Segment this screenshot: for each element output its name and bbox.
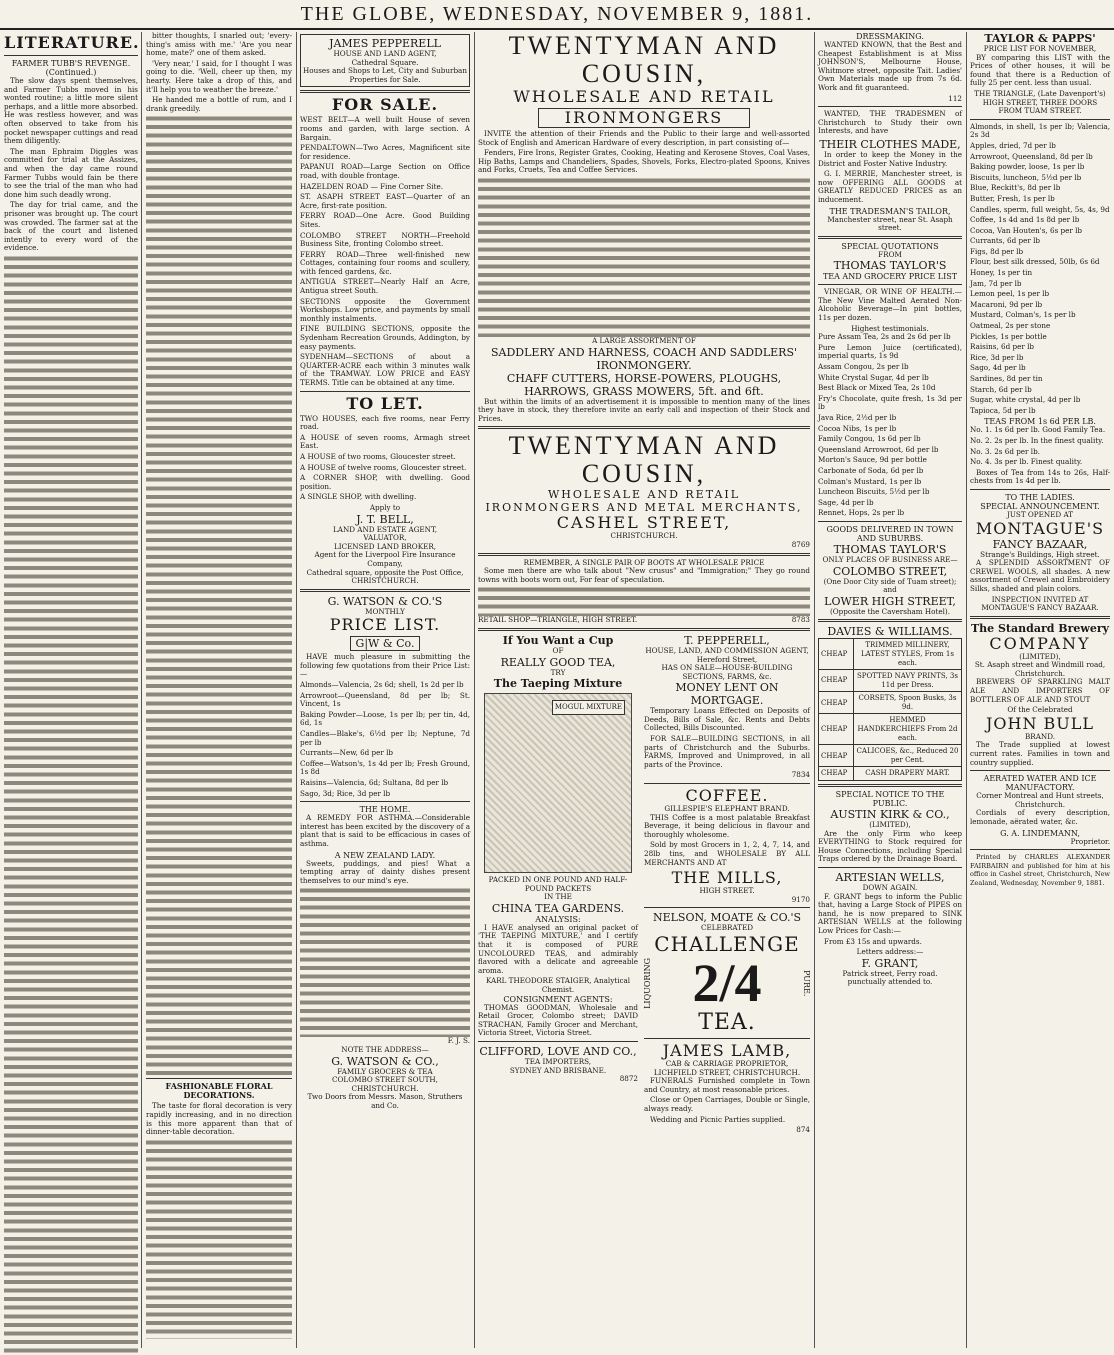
taylor-name: THOMAS TAYLOR'S [833, 259, 947, 273]
column-notices [818, 32, 962, 1348]
celebrated: CELEBRATED [700, 923, 754, 933]
floral-paragraph: The taste for floral decoration is very rapidly increasing, and in no direction is this more apparent than that of dinner-table decoration. [146, 1101, 292, 1137]
story-paragraph: The slow days spent themselves, and Farmer Tubbs moved in his wonted routine; a little more silent perhaps, and a little more absorbed. He was restless however, and was often observed to take from his pocket newspaper cuttings and read them diligently. [4, 76, 138, 146]
pepperell2-line: HOUSE, LAND, AND COMMISSION AGENT, [645, 645, 809, 655]
special-announcement: SPECIAL ANNOUNCEMENT. [980, 501, 1100, 511]
taylor2-name: THOMAS TAYLOR'S [833, 542, 947, 556]
story-paragraph: 'Very near,' I said, for I thought I was going to die. 'Well, cheer up then, my hearty. Here take a drop of this, and it'll help you to weather the breeze.' [146, 58, 292, 94]
davies-heading: DAVIES & WILLIAMS. [827, 625, 953, 639]
triangle-line: THE TRIANGLE, (Late Davenport's) [974, 88, 1106, 98]
bell-line: Cathedral square, opposite the Post Office, CHRISTCHURCH. [306, 567, 464, 586]
coffee-sold: Sold by most Grocers in 1, 2, 4, 7, 14, and 28lb tins, and WHOLESALE BY ALL MERCHANTS AND AT [644, 840, 810, 867]
watson-price-item: Currants—New, 6d per lb [300, 748, 394, 758]
taylor-price-items [818, 333, 962, 518]
twentyman-intro: INVITE the attention of their Friends and the Public to their large and well-assorted Stock of English and American Hardware of every description, in part consisting of— [478, 129, 810, 147]
watson-price-item: Baking Powder—Loose, 1s per lb; per tin, 4d, 6d, 1s [300, 709, 470, 728]
grant-text: F. GRANT begs to inform the Public that, having a Large Stock of PIPES on hand, he is now prepared to SINK ARTESIAN WELLS at the following Low Prices for Cash:— [818, 891, 962, 935]
taylor-papps-tea-item: No. 1. 1s 6d per lb. Good Family Tea. [970, 425, 1106, 435]
column-rule [966, 32, 967, 1348]
colombo-street: COLOMBO STREET, [832, 564, 948, 578]
masthead: THE GLOBE, WEDNESDAY, NOVEMBER 9, 1881. [0, 0, 1114, 30]
sale-item: ST. ASAPH STREET EAST—Quarter of an Acre, first-rate position. [300, 192, 470, 210]
taylor-papps-price-item: Starch, 6d per lb [970, 384, 1032, 394]
floral-heading: FASHIONABLE FLORAL DECORATIONS. [165, 1081, 273, 1101]
taylor-papps-price-item: Biscuits, luncheon, 5½d per lb [970, 172, 1082, 182]
let-item: TWO HOUSES, each five rooms, near Ferry road. [300, 413, 470, 432]
watson-address-line: FAMILY GROCERS & TEA [337, 1066, 433, 1076]
lower-ad-columns [478, 634, 810, 1135]
montague-address: Strange's Buildings, High street. [980, 549, 1100, 559]
for-sale-list [300, 116, 470, 387]
analysis-text: I HAVE analysed an original packet of 'THE TAEPING MIXTURE,' and I certify that it is composed of PURE UNCOLOURED TEAS, and admirably flavored with a delicate and agreeable aroma. [478, 922, 638, 975]
twentyman-ironmongers: IRONMONGERS [538, 108, 750, 128]
pure-label: PURE. [801, 969, 811, 997]
tea-grocery-list: TEA AND GROCERY PRICE LIST [822, 272, 958, 282]
grant-prices: From £3 15s and upwards. [824, 936, 922, 946]
pudding-body-filler [300, 887, 470, 1037]
story-body-filler [146, 115, 292, 1075]
sale-item: SYDENHAM—SECTIONS of about a QUARTER-ACRE each within 3 minutes walk of the TRAMWAY. LOW PRICE and EASY TERMS. Title can be obtained at any time. [300, 352, 470, 387]
consignees-list: THOMAS GOODMAN, Wholesale and Retail Grocer, Colombo street; DAVID STRACHAN, Family Grocer and Merchant, Victoria Street, Victoria Street. [478, 1002, 638, 1038]
from-label: FROM [878, 249, 902, 259]
taylor-papps-price-item: Cocoa, Van Houten's, 6s per lb [970, 225, 1083, 235]
taylor-papps-price-item: Sardines, 8d per tin [970, 374, 1043, 383]
cup-really: REALLY GOOD TEA, [500, 655, 616, 669]
story-paragraph: The day for trial came, and the prisoner was brought up. The court was crowded. The farmer sat at the back of the court and listened intently to every word of the evidence. [4, 200, 138, 253]
for-sale-heading: FOR SALE. [331, 95, 439, 115]
bell-line: LAND AND ESTATE AGENT, [332, 524, 437, 534]
cheap-label: CHEAP [819, 745, 854, 767]
pepperell-ad [300, 34, 470, 87]
watson-price-item: Sago, 3d; Rice, 3d per lb [300, 788, 391, 798]
taylor-price-item: Best Black or Mixed Tea, 2s 10d [818, 383, 936, 393]
taylor-price-item: Pure Assam Tea, 2s and 2s 6d per lb [818, 332, 951, 342]
only-places: ONLY PLACES OF BUSINESS ARE— [822, 554, 958, 564]
taylor-papps-price-item: Figs, 8d per lb [970, 246, 1024, 256]
high-street-line: HIGH STREET, THREE DOORS FROM TUAM STREET. [982, 97, 1098, 116]
nelson-heading: NELSON, MOATE & CO.'S [652, 911, 802, 925]
analyst-sign: KARL THEODORE STAIGER, Analytical Chemist. [485, 976, 631, 995]
taylor-price-item: Morton's Sauce, 9d per bottle [818, 455, 927, 465]
sale-item: SECTIONS opposite the Government Workshops. Low price, and payments by small monthly instalments. [300, 296, 470, 323]
cheap-row [819, 767, 962, 781]
cheap-label: CHEAP [819, 714, 854, 745]
brand-label: BRAND. [1025, 731, 1055, 741]
wedding: Wedding and Picnic Parties supplied. [650, 1114, 786, 1124]
cup-of: OF [552, 645, 564, 655]
taylor-papps-price-item: Honey, 1s per tin [970, 268, 1033, 278]
watson-address-line: COLOMBO STREET SOUTH, CHRISTCHURCH. [332, 1075, 438, 1093]
twentyman2-iron: IRONMONGERS AND METAL MERCHANTS, [485, 501, 803, 515]
taylor-papps-teas [970, 426, 1110, 466]
taylor-papps-price-item: Apples, dried, 7d per lb [970, 140, 1056, 150]
money-lent: MONEY LENT ON MORTGAGE. [675, 681, 779, 708]
just-opened: JUST OPENED AT [1006, 509, 1074, 519]
lamb-name: JAMES LAMB, [662, 1040, 792, 1060]
twentyman-sub: WHOLESALE AND RETAIL [513, 87, 775, 106]
watson-price-item: Raisins—Valencia, 6d; Sultana, 8d per lb [300, 778, 449, 787]
taylor-price-item: White Crystal Sugar, 4d per lb [818, 372, 929, 382]
down-again: DOWN AGAIN. [862, 883, 918, 892]
taylor-papps-intro: BY comparing this LIST with the Prices of other houses, it will be found that there is a Reduction of fully 25 per cent. less than usual. [970, 52, 1110, 88]
the-mills: THE MILLS, [671, 868, 783, 888]
clifford-name: CLIFFORD, LOVE AND CO., [479, 1045, 637, 1058]
pepperell-line: Houses and Shops to Let, City and Suburban Properties for Sale. [303, 66, 467, 84]
taylor-papps-price-item: Baking powder, loose, 1s per lb [970, 162, 1085, 172]
home-heading: THE HOME. [359, 805, 411, 815]
cheap-row [819, 639, 962, 670]
cheap-label: CHEAP [819, 767, 854, 781]
watson-price-list: PRICE LIST. [329, 615, 441, 635]
austin-name: AUSTIN KIRK & CO., [830, 808, 950, 822]
teas-heading: TEAS FROM 1s 6d PER LB. [984, 417, 1096, 427]
cheap-row [819, 745, 962, 767]
twentyman-list-filler [478, 177, 810, 337]
sale-item: PAPANUI ROAD—Large Section on Office road, with double frontage. [300, 162, 470, 180]
tea-price: 2/4 [692, 952, 762, 1013]
wanted-dressmaking: WANTED KNOWN, that the Best and Cheapest Establishment is at Miss JOHNSON'S, Melbourne House, Whitmore street, opposite Tait. Ladies' Own Materials made up from 7s 6d. Work and fit guaranteed. [818, 40, 962, 92]
cheap-label: CHEAP [819, 670, 854, 692]
sale-item: FERRY ROAD—One Acre. Good Building Sites. [300, 211, 470, 229]
story-body-filler [4, 255, 138, 1355]
ladies-heading: TO THE LADIES. [1005, 492, 1075, 502]
story-paragraph: He handed me a bottle of rum, and I drank greedily. [146, 95, 292, 113]
boots-footer-row [478, 616, 810, 625]
lamb-line: CAB & CARRIAGE PROPRIETOR, [665, 1058, 789, 1068]
taylor-price-item: Colman's Mustard, 1s per lb [818, 476, 922, 486]
cheap-item: CASH DRAPERY MART. [854, 767, 962, 781]
right-lower-ads [644, 634, 810, 1135]
taylor-papps-title: TAYLOR & PAPPS' [984, 32, 1096, 45]
boots-heading: REMEMBER, A SINGLE PAIR OF BOOTS AT WHOLESALE PRICE [523, 557, 765, 567]
cordials-text: Cordials of every description, lemonade, aërated water, &c. [970, 808, 1110, 826]
boots-footer: RETAIL SHOP—TRIANGLE, HIGH STREET. [478, 615, 638, 625]
dressmaking-heading: DRESSMAKING. [856, 32, 924, 41]
brewery-limited: (LIMITED), [1019, 651, 1061, 661]
austin-text: Are the only Firm who keep EVERYTHING to Stock required for House Connections, including Special Traps ordered by the Drainage Board. [818, 828, 962, 864]
cup-try: TRY [550, 667, 566, 677]
taylor-price-item: Sage, 4d per lb [818, 497, 874, 507]
proprietor-label: Proprietor. [1070, 836, 1110, 846]
taylor-price-item: Fry's Chocolate, quite fresh, 1s 3d per lb [818, 393, 962, 412]
saddlery-intro: A LARGE ASSORTMENT OF [592, 335, 696, 345]
ad-number: 874 [796, 1125, 810, 1135]
taylor-price-item: Family Congou, 1s 6d per lb [818, 434, 921, 444]
pepperell2-text: Temporary Loans Effected on Deposits of Deeds, Bills of Sale, &c. Rents and Debts Collected, Bills Discounted. [644, 706, 810, 733]
ad-number: 112 [948, 93, 962, 103]
taylor-papps-sub: PRICE LIST FOR NOVEMBER, [983, 44, 1097, 53]
column-rule [296, 32, 297, 1348]
taylor-price-item: Assam Congou, 2s per lb [818, 362, 909, 372]
column-rule [474, 32, 475, 1348]
celebrated-label: Of the Celebrated [1007, 705, 1073, 715]
sale-item: COLOMBO STREET NORTH—Freehold Business Site, fronting Colombo street. [300, 230, 470, 249]
lamb-line: LICHFIELD STREET, CHRISTCHURCH. [653, 1067, 801, 1077]
watson-logo: G|W & Co. [350, 636, 420, 651]
taeping-mixture: The Taeping Mixture [493, 677, 623, 691]
artesian-heading: ARTESIAN WELLS, [835, 871, 945, 884]
boots-verse: Some men there are who talk about "New crusus" and "Immigration;" They go round towns with boots worn out, For fear of speculation. [478, 566, 810, 584]
fancy-bazaar: FANCY BAZAAR, [992, 537, 1088, 551]
tea-price-row [643, 952, 811, 1013]
pepperell2-sale: FOR SALE—BUILDING SECTIONS, in all parts of Christchurch and the Suburbs. FARMS, Improved and Unimproved, in all parts of the Province. [644, 734, 810, 769]
lower-high-street: LOWER HIGH STREET, [824, 594, 956, 608]
cheap-item: CALICOES, &c., Reduced 20 per Cent. [854, 745, 962, 767]
tea-word: TEA. [698, 1009, 756, 1035]
watson-price-item: Almonds—Valencia, 2s 6d; shell, 1s 2d per lb [300, 680, 464, 690]
sale-item: FINE BUILDING SECTIONS, opposite the Sydenham Recreation Grounds, Addington, by easy payments. [300, 324, 470, 351]
mills-street: HIGH STREET. [699, 886, 755, 896]
tea-boxes: Boxes of Tea from 14s to 26s, Half-chests from 1s 4d per lb. [970, 467, 1110, 486]
taylor-papps-price-item: Arrowroot, Queensland, 8d per lb [970, 151, 1093, 161]
let-item: A HOUSE of twelve rooms, Gloucester street. [300, 462, 467, 472]
sale-item: ANTIGUA STREET—Nearly Half an Acre, Antigua street South. [300, 277, 470, 296]
taylor-papps-price-item: Coffee, 1s 4d and 1s 8d per lb [970, 215, 1080, 225]
brewery-address: St. Asaph street and Windmill road, Christchurch. [974, 660, 1106, 678]
coffee-sub: GILLESPIE'S ELEPHANT BRAND. [664, 804, 790, 814]
twentyman2-street: CASHEL STREET, [556, 513, 732, 533]
china-tea: CHINA TEA GARDENS. [491, 901, 625, 915]
carriages: Close or Open Carriages, Double or Single, always ready. [644, 1095, 810, 1113]
watson-address-line: Two Doors from Messrs. Mason, Struthers and Co. [307, 1092, 463, 1110]
taylor-papps-tea-item: No. 2. 2s per lb. In the finest quality. [970, 435, 1104, 445]
taylor-papps-tea-item: No. 3. 2s 6d per lb. [970, 446, 1040, 456]
taylor-papps-price-item: Sugar, white crystal, 4d per lb [970, 395, 1081, 405]
their-clothes: THEIR CLOTHES MADE, [819, 137, 961, 151]
in-the: IN THE [544, 892, 572, 902]
twentyman2-sub: WHOLESALE AND RETAIL [547, 488, 741, 502]
saddlery-line: SADDLERY AND HARNESS, COACH AND SADDLERS' IRONMONGERY. [490, 345, 798, 372]
story-title: FARMER TUBB'S REVENGE. [11, 59, 131, 68]
challenge: CHALLENGE [654, 931, 800, 956]
column-story-continued [146, 32, 292, 1348]
grant-name: F. GRANT, [861, 956, 919, 970]
taylor-price-item: Carbonate of Soda, 6d per lb [818, 465, 924, 475]
twentyman-title: TWENTYMAN AND COUSIN, [508, 31, 780, 88]
story-paragraph: The man Ephraim Diggles was committed for trial at the Assizes, and when the day came round Farmer Tubbs would fain be there to see the trial of the man who had done him such deadly wrong. [4, 146, 138, 199]
taylor-papps-price-item: Lemon peel, 1s per lb [970, 289, 1050, 299]
cheap-row [819, 670, 962, 692]
boots-verse-filler [478, 586, 810, 616]
twentyman-note: But within the limits of an advertisement it is impossible to mention many of the lines they have in stock, they therefore invite an early call and inspection of their Stock and Prices. [478, 396, 810, 423]
pepperell-name: JAMES PEPPERELL [329, 37, 441, 50]
ad-number: 8783 [791, 615, 810, 625]
taylor-papps-price-item: Mustard, Colman's, 1s per lb [970, 310, 1076, 320]
story-continued: (Continued.) [45, 68, 97, 77]
wanted-tradesmen-b: In order to keep the Money in the District and Foster Native Industry. [818, 149, 962, 168]
cheap-item: CORSETS, Spoon Busks, 3s 9d. [854, 692, 962, 714]
lindemann-name: G. A. LINDEMANN, [1000, 828, 1080, 838]
taylor-papps-price-item: Flour, best silk dressed, 50lb, 6s 6d [970, 257, 1100, 267]
brewery-text: The Trade supplied at lowest current rates. Families in town and country supplied. [970, 740, 1110, 767]
column-literature [4, 32, 138, 1348]
sale-item: WEST BELT—A well built House of seven rooms and garden, with large section. A Bargain. [300, 115, 470, 142]
bell-line: LICENSED LAND BROKER, [333, 541, 437, 551]
column-rule [814, 32, 815, 1348]
floral-body-filler [146, 1139, 292, 1339]
signature: F. J. S. [447, 1036, 470, 1046]
austin-sub: (LIMITED), [869, 820, 911, 830]
montague-name: MONTAGUE'S [975, 518, 1105, 538]
clifford-line: TEA IMPORTERS, [524, 1057, 592, 1066]
colombo-sub: (One Door City side of Tuam street); and [823, 576, 957, 595]
watson-price-item: Coffee—Watson's, 1s 4d per lb; Fresh Ground, 1s 8d [300, 758, 470, 777]
to-let-heading: TO LET. [346, 393, 424, 413]
pudding-heading: A NEW ZEALAND LADY. [334, 850, 436, 860]
wanted-tradesmen-c: G. I. MERRIE, Manchester street, is now OFFERING ALL GOODS at GREATLY REDUCED PRICES as an inducement. [818, 169, 962, 204]
column-taylor-papps [970, 32, 1110, 1348]
mogul-label: MOGUL MIXTURE [552, 700, 625, 715]
column-rule [141, 32, 142, 1348]
taylor-price-item: Pure Lemon Juice (certificated), imperial quarts, 1s 9d [818, 342, 962, 361]
clifford-line: SYDNEY AND BRISBANE. [509, 1065, 607, 1075]
bell-line: Agent for the Liverpool Fire Insurance Company, [314, 550, 456, 568]
lower-high-sub: (Opposite the Caversham Hotel). [829, 606, 951, 616]
taylor-papps-price-item: Rice, 3d per lb [970, 352, 1024, 362]
pepperell2-line: Hereford Street, [696, 654, 758, 664]
montague2-line: MONTAGUE'S FANCY BAZAAR. [981, 603, 1099, 613]
taeping-ad [478, 634, 638, 1135]
taylor-papps-price-item: Blue, Reckitt's, 8d per lb [970, 183, 1061, 193]
vinegar-ad: VINEGAR, OR WINE OF HEALTH.—The New Vine Malted Aerated Non-Alcoholic Beverage—In pint bottles, 11s per dozen. [818, 287, 962, 323]
grant-address: Patrick street, Ferry road. [842, 968, 938, 978]
taylor-papps-price-item: Raisins, 6d per lb [970, 342, 1034, 352]
let-item: A CORNER SHOP, with dwelling. Good position. [300, 473, 470, 491]
cheap-item: TRIMMED MILLINERY, LATEST STYLES, From 1s each. [854, 639, 962, 670]
cheap-row [819, 714, 962, 745]
coffee-text: THIS Coffee is a most palatable Breakfast Beverage, it being delicious in flavour and thoroughly wholesome. [644, 812, 810, 839]
bell-line: VALUATOR, [363, 533, 407, 543]
taylor-price-item: Luncheon Biscuits, 5½d per lb [818, 487, 930, 497]
twentyman2-title: TWENTYMAN AND COUSIN, [508, 431, 780, 489]
taylor-price-item: Cocoa Nibs, 1s per lb [818, 423, 897, 433]
brewers-text: BREWERS OF SPARKLING MALT ALE AND IMPORTERS OF BOTTLERS OF ALE AND STOUT [970, 677, 1110, 704]
watson-sub: MONTHLY [365, 606, 405, 616]
taylor-papps-price-item: Oatmeal, 2s per stone [970, 321, 1051, 331]
twentyman2-city: CHRISTCHURCH. [610, 531, 678, 541]
pepperell2-name: T. PEPPERELL, [684, 633, 770, 647]
let-item: A SINGLE SHOP, with dwelling. [300, 492, 417, 502]
pepperell-line: HOUSE AND LAND AGENT, [333, 49, 437, 58]
watson-heading: G. WATSON & CO.'S [327, 594, 443, 608]
taylor-papps-price-item: Tapioca, 5d per lb [970, 405, 1036, 415]
mogul-illustration [484, 693, 632, 873]
tradesman-tailor: THE TRADESMAN'S TAILOR, [829, 206, 951, 216]
consignees-heading: CONSIGNMENT AGENTS: [503, 994, 613, 1004]
goods-delivered: GOODS DELIVERED IN TOWN AND SUBURBS. [826, 524, 954, 543]
testimonials: Highest testimonials. [851, 323, 929, 333]
watson-price-items [300, 681, 470, 798]
taylor-papps-price-item: Currants, 6d per lb [970, 236, 1040, 246]
cup-heading: If You Want a Cup [502, 633, 614, 647]
aerated-heading: AERATED WATER AND ICE MANUFACTORY. [983, 774, 1097, 793]
liquoring-label: LIQUORING [643, 957, 652, 1009]
taylor-papps-price-item: Candles, sperm, full weight, 5s, 4s, 9d [970, 204, 1110, 214]
let-item: A HOUSE of seven rooms, Armagh street East. [300, 432, 470, 451]
story-paragraph: bitter thoughts, I snarled out; 'every-thing's amiss with me.' 'Are you near home, mate?' one of them asked. [146, 31, 292, 58]
packed-line: PACKED IN ONE POUND AND HALF-POUND PACKETS [488, 875, 628, 893]
watson-intro: HAVE much pleasure in submitting the following few quotations from their Price List:— [300, 652, 470, 679]
sale-item: FERRY ROAD—Three well-finished new Cottages, containing four rooms and scullery, with fenced gardens, &c. [300, 249, 470, 276]
taylor-price-item: Rennet, Hops, 2s per lb [818, 508, 905, 518]
home-paragraph: A REMEDY FOR ASTHMA.—Considerable interest has been excited by the discovery of a plant that is said to be efficacious in cases of asthma. [300, 813, 470, 848]
sale-item: HAZELDEN ROAD — Fine Corner Site. [300, 181, 444, 191]
john-bull: JOHN BULL [985, 713, 1095, 733]
taylor-papps-price-item: Macaroni, 9d per lb [970, 299, 1043, 309]
pudding-paragraph: Sweets, puddings, and pies! What a tempting array of dainty dishes present themselves to our mind's eye. [300, 858, 470, 885]
cheap-item: SPOTTED NAVY PRINTS, 3s 11d per Dress. [854, 670, 962, 692]
let-item: A HOUSE of two rooms, Gloucester street. [300, 451, 456, 461]
bell-name: J. T. BELL, [356, 512, 414, 526]
montague-text: A SPLENDID ASSORTMENT OF CREWEL WOOLS, all shades. A new assortment of Crewel and Embroidery Silks, shaded and plain colors. [970, 558, 1110, 593]
taylor-papps-price-item: Jam, 7d per lb [970, 278, 1022, 288]
to-let-list [300, 415, 470, 502]
special-notice: SPECIAL NOTICE TO THE PUBLIC. [835, 790, 945, 809]
wanted-tradesmen: WANTED, THE TRADESMEN of Christchurch to Study their own Interests, and have [818, 109, 962, 136]
taylor-papps-price-item: Pickles, 1s per bottle [970, 331, 1047, 341]
pepperell-line: Cathedral Square. [351, 57, 419, 67]
taylor-papps-price-item: Almonds, in shell, 1s per lb; Valencia, 2s 3d [970, 121, 1110, 140]
inspection-line: INSPECTION INVITED AT [991, 594, 1089, 604]
chaff-line: CHAFF CUTTERS, HORSE-POWERS, PLOUGHS, HARROWS, GRASS MOWERS, 5ft. and 6ft. [506, 371, 782, 398]
standard-brewery: The Standard Brewery [970, 621, 1110, 635]
taylor-papps-price-item: Sago, 4d per lb [970, 363, 1026, 373]
punctual: punctually attended to. [847, 977, 933, 987]
twentyman-list: Fenders, Fire Irons, Register Grates, Cooking, Heating and Kerosene Stoves, Coal Vases, Hip Baths, Lamps and Chandeliers, Spades, Shovels, Forks, Electro-plated Spoons, Knives and Forks, Cruets, Tea and Coffee Services. [478, 148, 810, 175]
funerals: FUNERALS Furnished complete in Town and Country, at most reasonable prices. [644, 1076, 810, 1094]
pepperell2-line: HAS ON SALE—HOUSE-BUILDING SECTIONS, FARMS, &c. [661, 663, 793, 681]
watson-price-item: Arrowroot—Queensland, 8d per lb; St. Vincent, 1s [300, 690, 470, 709]
sale-item: PENDALTOWN—Two Acres, Magnificent site for residence. [300, 143, 470, 161]
watson-address-name: G. WATSON & CO., [331, 1054, 439, 1068]
cheap-item: HEMMED HANDKERCHIEFS From 2d each. [854, 714, 962, 745]
cheap-row [819, 692, 962, 714]
cheap-table [818, 638, 962, 781]
aerated-address: Corner Montreal and Hunt streets, Christchurch. [976, 791, 1104, 809]
printed-imprint: Printed by CHARLES ALEXANDER FAIRBAIRN and published for him at his office in Cashel street, Christchurch, New Zealand, Wednesday, November 9, 1881. [970, 853, 1110, 887]
column-ironmongers [478, 32, 810, 1348]
ad-number: 8769 [791, 539, 810, 549]
ad-number: 8872 [619, 1074, 638, 1084]
taylor-papps-price-item: Butter, Fresh, 1s per lb [970, 193, 1055, 203]
watson-price-item: Candles—Blake's, 6½d per lb; Neptune, 7d per lb [300, 729, 470, 747]
cheap-label: CHEAP [819, 692, 854, 714]
taylor-price-item: Queensland Arrowroot, 6d per lb [818, 444, 939, 454]
cheap-label: CHEAP [819, 639, 854, 670]
taylor-papps-prices [970, 123, 1110, 416]
ad-number: 9170 [791, 894, 810, 904]
apply-line: Apply to [369, 502, 401, 512]
brewery-company: COMPANY [989, 633, 1091, 653]
note-address: NOTE THE ADDRESS— [341, 1044, 429, 1054]
literature-heading: LITERATURE. [4, 33, 140, 52]
analysis-heading: ANALYSIS: [535, 914, 581, 924]
taylor-price-item: Java Rice, 2½d per lb [818, 413, 897, 422]
ad-number: 7834 [791, 770, 810, 780]
tradesman-address: Manchester street, near St. Asaph street. [827, 214, 953, 233]
column-property-ads [300, 32, 470, 1348]
letters-address: Letters address:— [856, 947, 924, 957]
special-quotations: SPECIAL QUOTATIONS [841, 241, 939, 251]
taylor-papps-tea-item: No. 4. 3s per lb. Finest quality. [970, 457, 1083, 467]
coffee-heading: COFFEE. [685, 786, 769, 806]
